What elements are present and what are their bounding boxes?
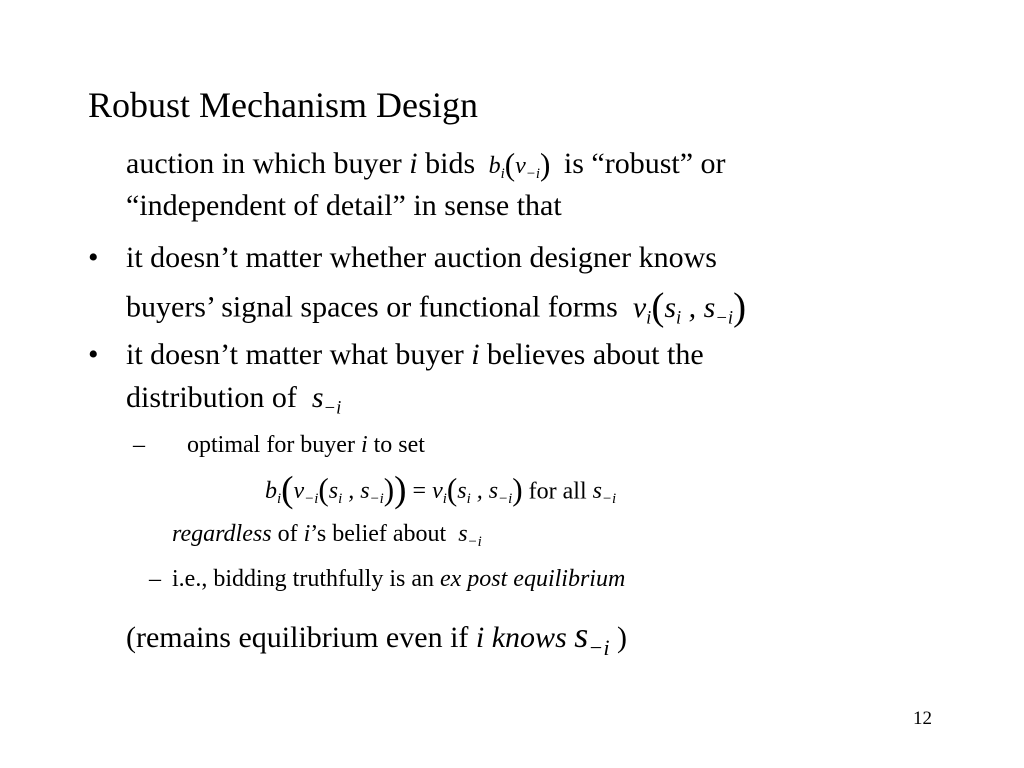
sub2-line — [172, 566, 625, 593]
sub1-text-a: optimal for buyer — [187, 432, 355, 458]
sub1-text-b: to set — [373, 432, 425, 458]
sub1-var-i: i — [360, 432, 368, 458]
sub2-italic: ex post equilibrium — [439, 566, 626, 592]
equation-line — [265, 469, 616, 512]
remains-text-a: (remains equilibrium even if — [126, 621, 469, 654]
bullet1-line-1: it doesn’t matter whether auction designer knows — [126, 241, 717, 274]
intro-text-a: auction in which buyer — [126, 147, 402, 181]
bullet2-var-i: i — [471, 338, 480, 371]
intro-var-i: i — [409, 147, 418, 181]
regardless-of: of — [277, 521, 298, 547]
regardless-word: regardless — [172, 521, 272, 547]
page-number: 12 — [913, 708, 932, 729]
remains-s-minus-i: $s_{-i}$ — [574, 615, 610, 660]
equation-s-minus-i: $s_{-i}$ — [592, 478, 617, 508]
regardless-line — [172, 521, 482, 551]
bullet-marker-2: • — [88, 338, 99, 371]
bullet2-text-a: it doesn’t matter what buyer — [126, 338, 464, 371]
slide-title: Robust Mechanism Design — [88, 85, 478, 125]
intro-text-c: is “robust” or — [563, 147, 726, 181]
intro-line-1 — [126, 147, 726, 183]
dash-marker-2: – — [149, 566, 161, 592]
bullet2-text-b: believes about the — [487, 338, 704, 371]
sub2-text: i.e., bidding truthfully is an — [172, 566, 434, 592]
valuation-function-math: $v_i(s_i$ , $s_{-i}$) — [625, 285, 747, 329]
bullet2-line-1 — [126, 338, 704, 372]
equation-suffix: for all — [528, 478, 587, 505]
intro-text-b: bids — [425, 147, 476, 181]
bid-function-math: $b_i(v_{-i})$ — [482, 147, 551, 183]
regardless-s-minus-i: $s_{-i}$ — [452, 521, 482, 551]
dash-marker-1: – — [133, 432, 145, 458]
bullet1-text: buyers’ signal spaces or functional forms — [126, 290, 618, 324]
regardless-var-i: i — [303, 521, 311, 547]
remains-italic: i knows — [475, 621, 567, 654]
bullet2-line-2 — [126, 381, 342, 419]
regardless-text: ’s belief about — [310, 521, 447, 547]
bullet2-text-c: distribution of — [126, 381, 297, 414]
bullet-marker-1: • — [88, 241, 99, 274]
sub1-line — [187, 432, 425, 459]
intro-line-2: “independent of detail” in sense that — [126, 189, 562, 222]
equation-math: $b_i(v_{-i}(s_i$ , $s_{-i})) = v_i(s_i$ , $s_{-i}$) — [265, 470, 523, 511]
remains-close: ) — [617, 621, 628, 654]
bullet1-line-2 — [126, 284, 746, 329]
s-minus-i-math: $s_{-i}$ — [304, 381, 342, 419]
remains-line — [126, 614, 628, 660]
